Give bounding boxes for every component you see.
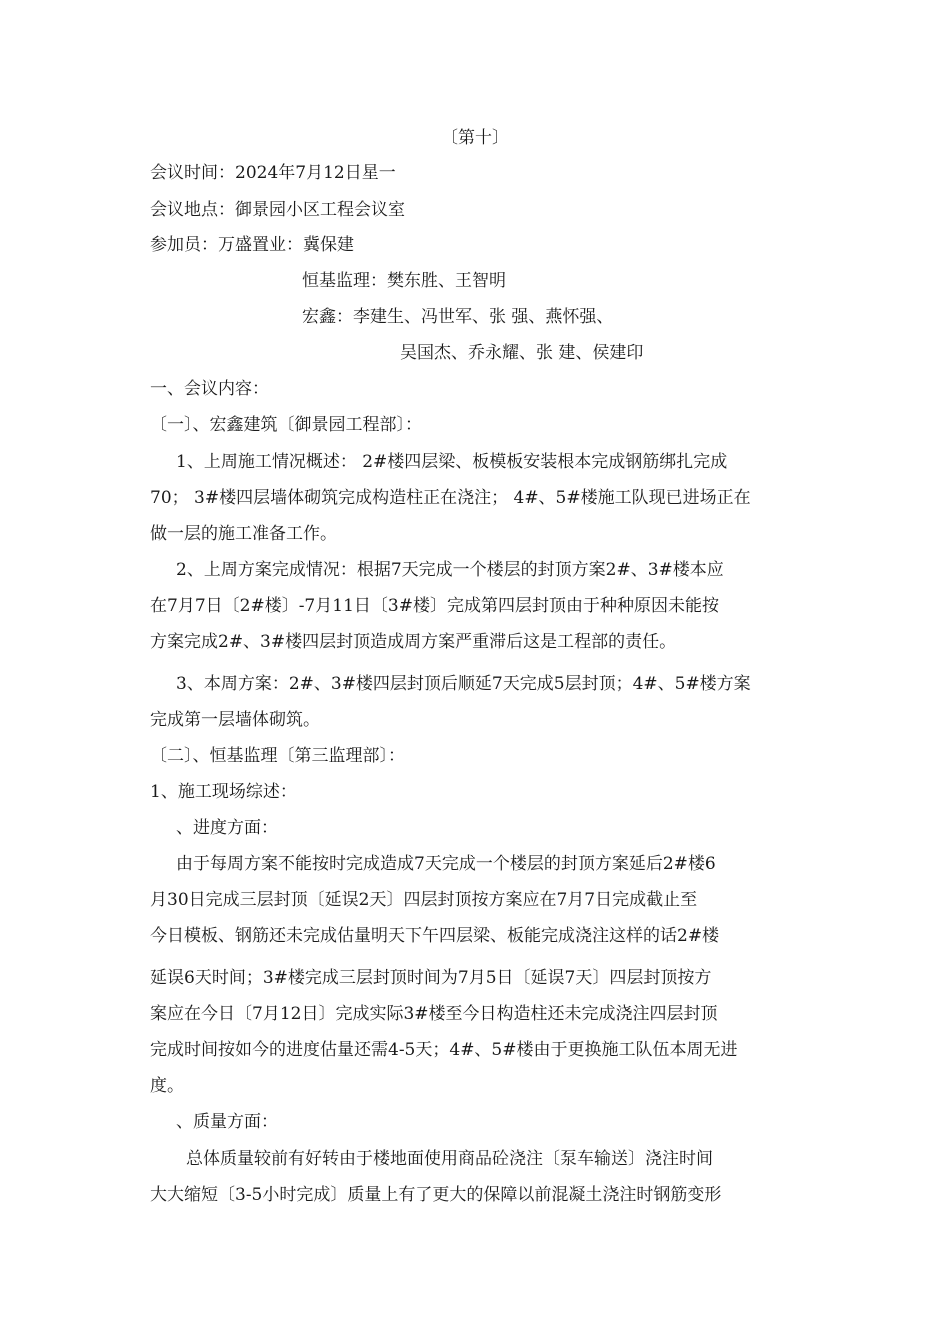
- progress-text-line: 由于每周方案不能按时完成造成7天完成一个楼层的封顶方案延后2#楼6: [176, 854, 716, 874]
- document-title: 〔第十〕: [441, 128, 509, 148]
- part-2-subheading: 1、施工现场综述：: [150, 782, 297, 802]
- part-1-item-3-line: 完成第一层墙体砌筑。: [150, 710, 320, 730]
- part-1-item-2-line: 方案完成2#、3#楼四层封顶造成周方案严重滞后这是工程部的责任。: [150, 632, 677, 652]
- meeting-time: 会议时间：2024年7月12日星一: [150, 163, 396, 183]
- part-1-heading: 〔一〕、宏鑫建筑〔御景园工程部〕：: [150, 415, 422, 435]
- progress-text-line: 案应在今日〔7月12日〕完成实际3#楼至今日构造柱还未完成浇注四层封顶: [150, 1004, 718, 1024]
- progress-text-line: 今日模板、钢筋还未完成估量明天下午四层梁、板能完成浇注这样的话2#楼: [150, 926, 720, 946]
- part-1-item-1-line: 70； 3#楼四层墙体砌筑完成构造柱正在浇注； 4#、5#楼施工队现已进场正在: [150, 488, 751, 508]
- attendees-line-3: 宏鑫：李建生、冯世军、张 强、燕怀强、: [302, 307, 614, 327]
- progress-text-line: 延误6天时间；3#楼完成三层封顶时间为7月5日〔延误7天〕四层封顶按方: [150, 968, 712, 988]
- attendees-line-1: 参加员：万盛置业：冀保建: [150, 235, 354, 255]
- part-1-item-1-line: 1、上周施工情况概述： 2#楼四层梁、板模板安装根本完成钢筋绑扎完成: [176, 452, 728, 472]
- part-1-item-1-line: 做一层的施工准备工作。: [150, 524, 337, 544]
- part-2-heading: 〔二〕、恒基监理〔第三监理部〕：: [150, 746, 405, 766]
- section-heading-meeting-content: 一、会议内容：: [150, 379, 269, 399]
- attendees-line-4: 吴国杰、乔永耀、张 建、侯建印: [400, 343, 644, 363]
- attendees-line-2: 恒基监理：樊东胜、王智明: [302, 271, 506, 291]
- meeting-place: 会议地点：御景园小区工程会议室: [150, 200, 405, 220]
- progress-text-line: 月30日完成三层封顶〔延误2天〕四层封顶按方案应在7月7日完成截止至: [150, 890, 698, 910]
- progress-text-line: 度。: [150, 1076, 184, 1096]
- quality-text-line: 大大缩短〔3-5小时完成〕质量上有了更大的保障以前混凝土浇注时钢筋变形: [150, 1185, 722, 1205]
- part-1-item-2-line: 2、上周方案完成情况：根据7天完成一个楼层的封顶方案2#、3#楼本应: [176, 560, 724, 580]
- progress-text-line: 完成时间按如今的进度估量还需4-5天；4#、5#楼由于更换施工队伍本周无进: [150, 1040, 738, 1060]
- part-1-item-3-line: 3、本周方案：2#、3#楼四层封顶后顺延7天完成5层封顶；4#、5#楼方案: [176, 674, 751, 694]
- part-1-item-2-line: 在7月7日〔2#楼〕-7月11日〔3#楼〕完成第四层封顶由于种种原因未能按: [150, 596, 719, 616]
- quality-text-line: 总体质量较前有好转由于楼地面使用商品砼浇注〔泵车输送〕浇注时间: [186, 1149, 713, 1169]
- quality-heading: 、质量方面：: [176, 1112, 278, 1132]
- progress-heading: 、进度方面：: [176, 818, 278, 838]
